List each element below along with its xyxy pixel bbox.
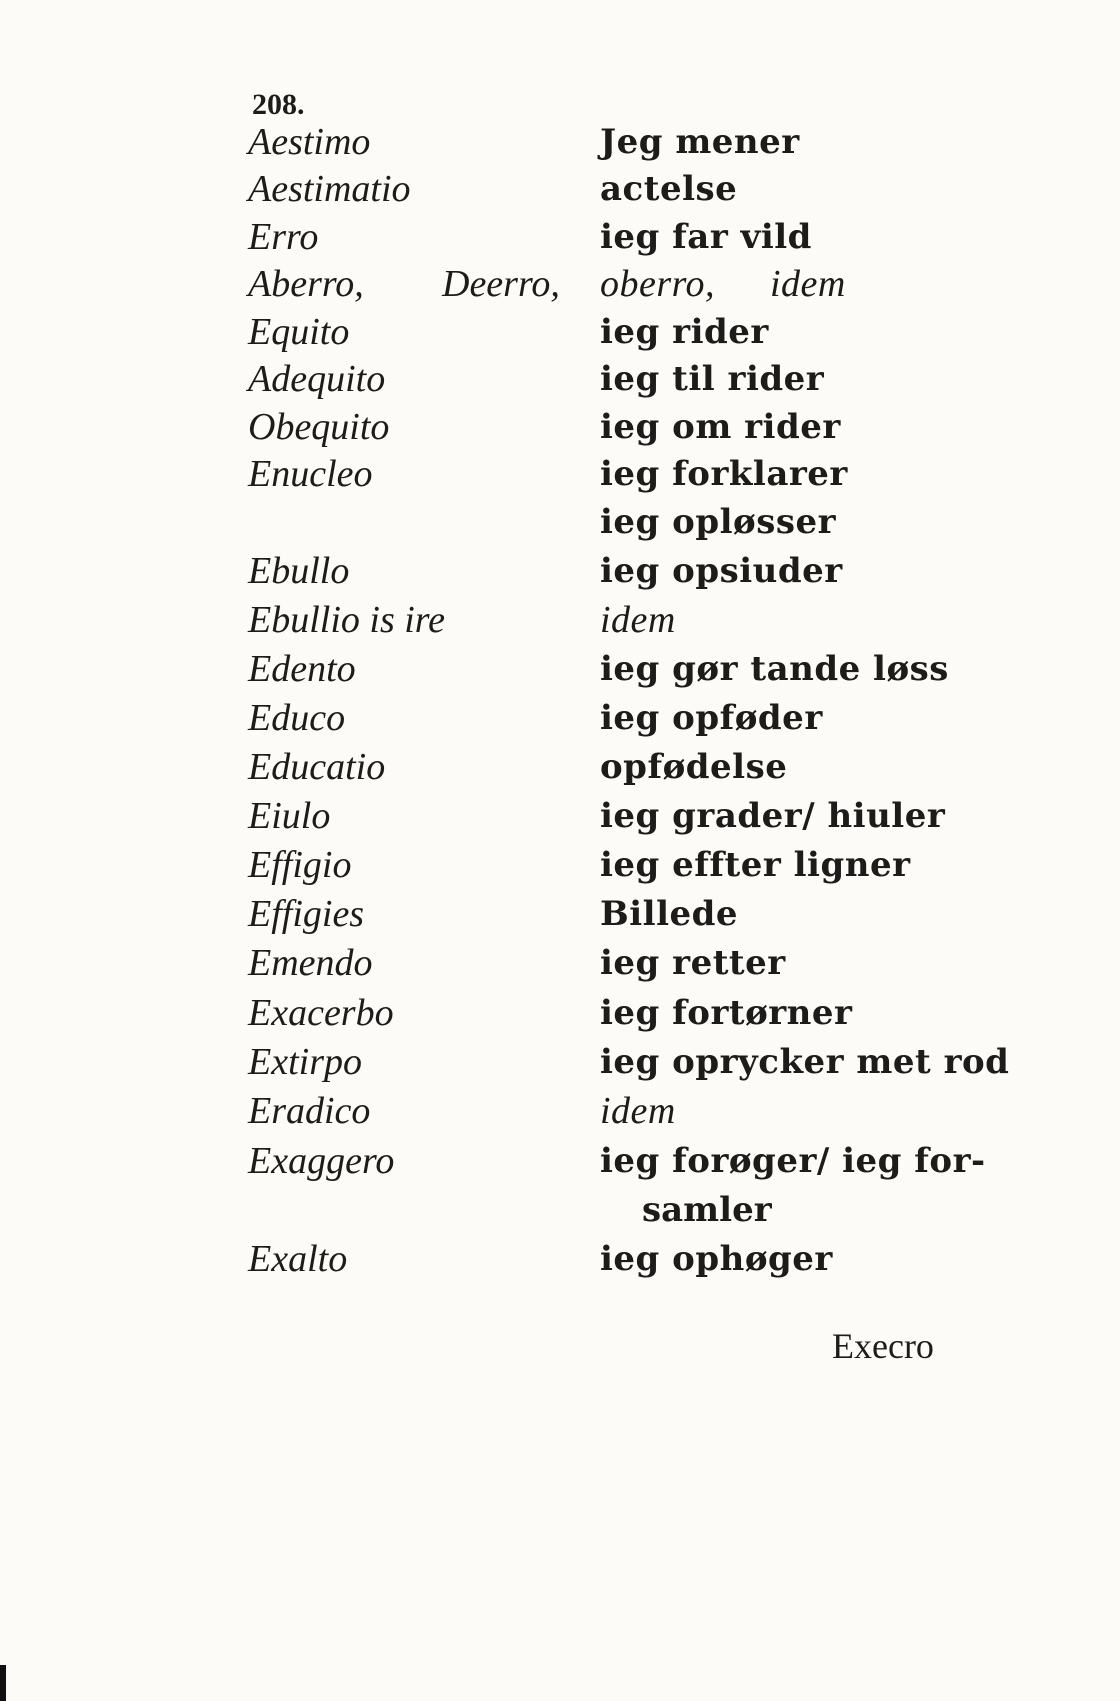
danish-gloss: ieg opløsser <box>600 502 837 542</box>
latin-term: Extirpo <box>248 1041 362 1083</box>
danish-gloss: opfødelse <box>600 747 788 787</box>
latin-term: Educo <box>248 697 346 739</box>
glossary-entry <box>0 840 1120 890</box>
glossary-entry <box>0 644 1120 694</box>
glossary-entry <box>0 307 1120 357</box>
latin-term: Effigies <box>248 893 365 935</box>
latin-term: Edento <box>248 648 356 690</box>
glossary-entry <box>0 1086 1120 1136</box>
page-number: 208. <box>252 88 305 121</box>
latin-term: Enucleo <box>248 453 373 495</box>
glossary-entry <box>0 449 1120 499</box>
latin-term: Emendo <box>248 942 373 984</box>
danish-gloss: ieg effter ligner <box>600 845 911 885</box>
latin-term <box>248 259 560 309</box>
glossary-entry <box>0 354 1120 404</box>
glossary-entry <box>0 938 1120 988</box>
glossary-entry <box>0 791 1120 841</box>
latin-term-secondary: Deerro, <box>442 263 560 305</box>
latin-term: Eiulo <box>248 795 331 837</box>
latin-term: Ebullo <box>248 550 350 592</box>
latin-term: Equito <box>248 311 350 353</box>
danish-gloss: ieg forklarer <box>600 454 848 494</box>
danish-gloss: ieg retter <box>600 943 786 983</box>
latin-term: Ebullio is ire <box>248 599 446 641</box>
danish-gloss: ieg oprycker met rod <box>600 1042 1010 1082</box>
danish-gloss: ieg grader/ hiuler <box>600 796 946 836</box>
glossary-entry <box>0 497 1120 547</box>
danish-gloss: ieg fortørner <box>600 993 853 1033</box>
danish-gloss: ieg om rider <box>600 407 841 447</box>
catchword: Execro <box>832 1326 934 1366</box>
glossary-entry <box>0 1234 1120 1284</box>
latin-term: Adequito <box>248 358 386 400</box>
danish-gloss: actelse <box>600 169 738 209</box>
glossary-entry <box>0 117 1120 167</box>
glossary-entry <box>0 259 1120 309</box>
glossary-entry <box>0 546 1120 596</box>
latin-term: Exacerbo <box>248 992 394 1034</box>
danish-gloss: idem <box>600 1090 676 1132</box>
latin-term: Aestimatio <box>248 168 411 210</box>
glossary-entry <box>0 1037 1120 1087</box>
glossary-entry <box>0 212 1120 262</box>
glossary-entry <box>0 595 1120 645</box>
danish-gloss: ieg opsiuder <box>600 551 843 591</box>
glossary-entry <box>0 164 1120 214</box>
danish-gloss: idem <box>600 599 676 641</box>
danish-gloss: ieg rider <box>600 312 769 352</box>
danish-gloss: Billede <box>600 894 739 934</box>
danish-gloss-extra: idem <box>770 263 846 305</box>
danish-gloss-primary: oberro, <box>600 263 716 305</box>
danish-gloss-continuation: samler <box>642 1190 772 1230</box>
latin-term: Erro <box>248 216 319 258</box>
glossary-entry <box>0 742 1120 792</box>
latin-term: Aestimo <box>248 121 371 163</box>
glossary-entry <box>0 402 1120 452</box>
latin-term-primary: Aberro, <box>248 263 364 305</box>
latin-term: Exalto <box>248 1238 348 1280</box>
danish-gloss: ieg til rider <box>600 359 825 399</box>
danish-gloss: ieg ophøger <box>600 1239 833 1279</box>
danish-gloss: ieg opføder <box>600 698 823 738</box>
glossary-entry <box>0 988 1120 1038</box>
glossary-entry-continuation <box>0 1185 1120 1235</box>
danish-gloss: ieg gør tande løss <box>600 649 949 689</box>
danish-gloss: ieg forøger/ ieg for- <box>600 1141 986 1181</box>
danish-gloss: ieg far vild <box>600 217 812 257</box>
latin-term: Obequito <box>248 406 390 448</box>
latin-term: Exaggero <box>248 1140 395 1182</box>
glossary-entry <box>0 693 1120 743</box>
glossary-entry <box>0 1136 1120 1186</box>
latin-term: Eradico <box>248 1090 371 1132</box>
latin-term: Effigio <box>248 844 352 886</box>
danish-gloss <box>600 259 846 309</box>
glossary-entry <box>0 889 1120 939</box>
latin-term: Educatio <box>248 746 386 788</box>
danish-gloss: Jeg mener <box>600 122 800 162</box>
